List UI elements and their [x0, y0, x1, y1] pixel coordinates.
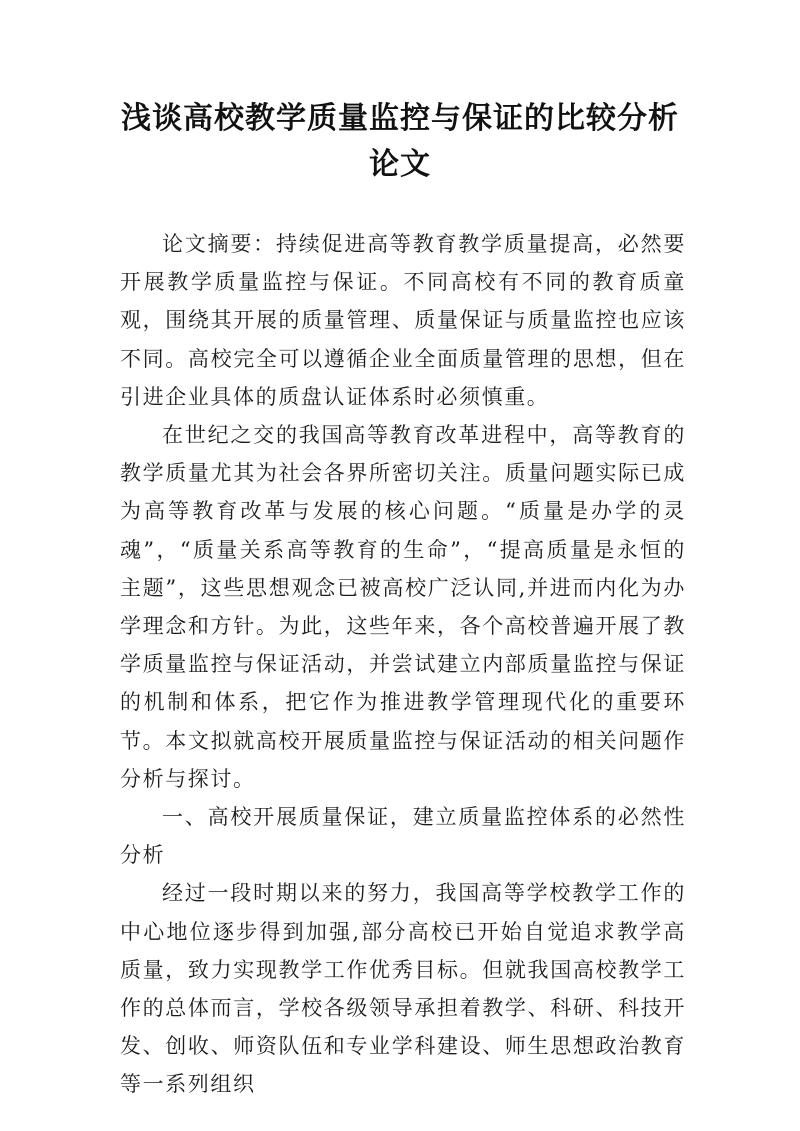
document-body — [120, 225, 686, 1104]
document-title: 浅谈高校教学质量监控与保证的比较分析论文 — [121, 101, 679, 182]
section-paragraph: 经过一段时期以来的努力，我国高等学校教学工作的中心地位逐步得到加强,部分高校已开始自觉追求教学高质量，致力实现教学工作优秀目标。但就我国高校教学工作的总体而言，学校各级领导承担着教学、科研、科技开发、创收、师资队伍和专业学科建设、师生思想政治教育等一系列组织 — [120, 881, 686, 1097]
section-heading: 一、高校开展质量保证，建立质量监控体系的必然性分析 — [120, 805, 686, 868]
introduction-paragraph: 在世纪之交的我国高等教育改革进程中，高等教育的教学质量尤其为社会各界所密切关注。质量问题实际已成为高等教育改革与发展的核心问题。“质量是办学的灵魂”，“质量关系高等教育的生命”，“提高质量是永恒的主题”，这些思想观念已被高校广泛认同,并进而内化为办学理念和方针。为此，这些年来，各个高校普遍开展了教学质量监控与保证活动，并尝试建立内部质量监控与保证的机制和体系，把它作为推进教学管理现代化的重要环节。本文拟就高校开展质量监控与保证活动的相关问题作分析与探讨。 — [120, 423, 686, 791]
abstract-paragraph: 论文摘要：持续促进高等教育教学质量提高，必然要开展教学质量监控与保证。不同高校有不同的教育质童观，围绕其开展的质量管理、质量保证与质量监控也应该不同。高校完全可以遵循企业全面质量管理的思想，但在引进企业具体的质盘认证体系时必须慎重。 — [120, 232, 686, 409]
